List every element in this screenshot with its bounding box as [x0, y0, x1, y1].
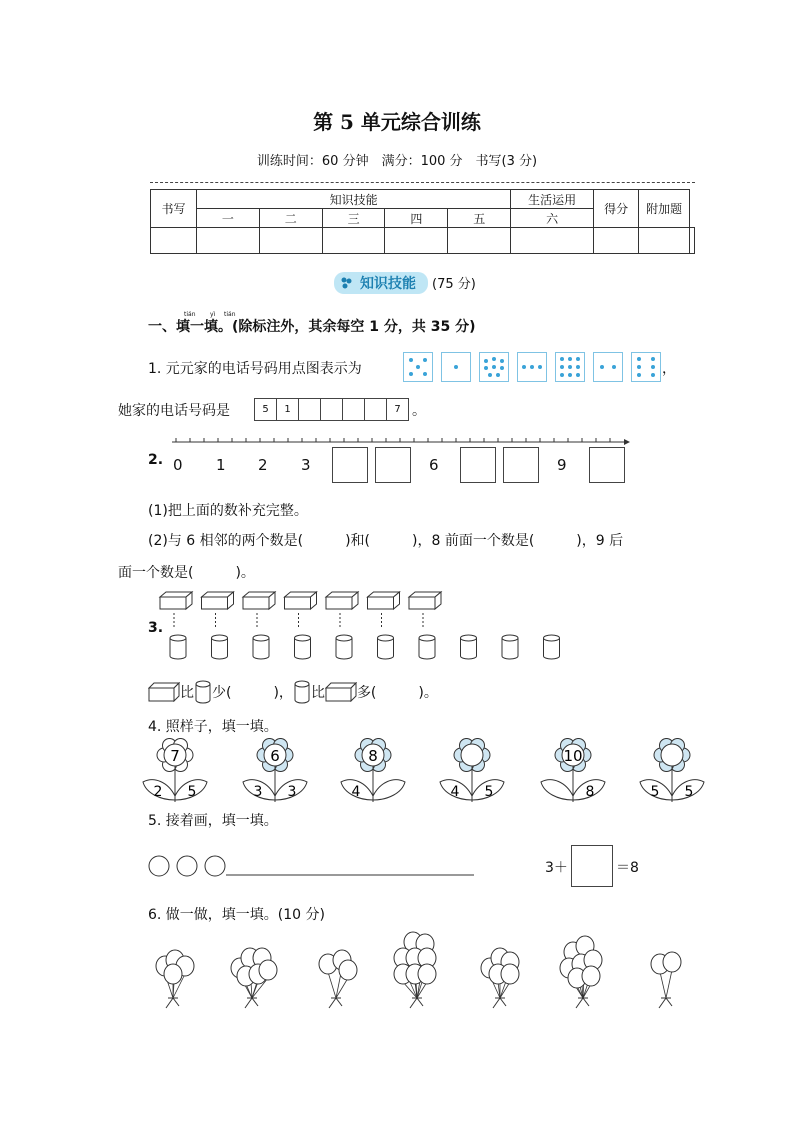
- section-one-title: [148, 311, 476, 336]
- score-cell[interactable]: [259, 228, 322, 254]
- banner-label: 知识技能: [360, 276, 416, 292]
- q6-text: 6. 做一做，填一填。(10 分): [148, 907, 325, 923]
- col-header: 六: [511, 209, 594, 228]
- dot-box: [593, 352, 623, 382]
- flower-right-number: 3: [287, 784, 297, 800]
- dot: [651, 365, 655, 369]
- dot-box: [555, 352, 585, 382]
- dot: [530, 365, 534, 369]
- shuxie-header: 书写: [151, 190, 197, 228]
- dot: [576, 365, 580, 369]
- dot-box: [631, 352, 661, 382]
- cube: [202, 592, 234, 627]
- q3-answer-line: [148, 680, 438, 704]
- dot-box: [479, 352, 509, 382]
- flower-left-number: 3: [253, 784, 263, 800]
- cube: [285, 592, 317, 627]
- q1-text: 1. 元元家的电话号码用点图表示为: [148, 361, 362, 377]
- q3-text: 少( )，: [212, 685, 293, 701]
- flower-left-number: 4: [351, 784, 361, 800]
- dot: [492, 357, 496, 361]
- cube-icon: [325, 682, 357, 702]
- dot: [423, 372, 427, 376]
- q3-text: 比: [180, 685, 194, 701]
- number-answer-box[interactable]: [589, 447, 625, 483]
- dot: [500, 366, 504, 370]
- cube: [160, 592, 192, 627]
- zhishi-header: 知识技能: [197, 190, 511, 209]
- dot-box: [441, 352, 471, 382]
- number-answer-box[interactable]: [375, 447, 411, 483]
- flower: [140, 738, 210, 804]
- digit-box[interactable]: 5: [254, 398, 277, 421]
- q5-eq-b: ＝8: [616, 860, 639, 876]
- score-cell[interactable]: [594, 228, 639, 254]
- dot: [560, 365, 564, 369]
- flower-right-number: 8: [585, 784, 595, 800]
- dot: [560, 357, 564, 361]
- balloon-bunch: [212, 922, 292, 1012]
- dot-box: [403, 352, 433, 382]
- score-cell[interactable]: [690, 228, 695, 254]
- dot: [484, 359, 488, 363]
- dot: [454, 365, 458, 369]
- page-title: 第 5 单元综合训练: [313, 110, 481, 134]
- score-cell[interactable]: [639, 228, 690, 254]
- cylinder: [378, 635, 394, 659]
- col-header: 二: [259, 209, 322, 228]
- score-table: [150, 189, 695, 254]
- cylinder-icon: [293, 680, 311, 704]
- number-label: 2: [258, 456, 268, 474]
- pinyin: yì: [210, 311, 216, 318]
- pinyin: tián: [224, 311, 236, 318]
- flower: [338, 738, 408, 804]
- dot: [496, 373, 500, 377]
- dot: [651, 357, 655, 361]
- q4-text: 4. 照样子，填一填。: [148, 719, 278, 735]
- cylinder: [336, 635, 352, 659]
- score-cell[interactable]: [322, 228, 385, 254]
- divider: [150, 182, 695, 183]
- dot: [560, 373, 564, 377]
- dot: [568, 373, 572, 377]
- q5-eq-a: 3＋: [545, 860, 568, 876]
- dot: [492, 365, 496, 369]
- q2-sub1: (1)把上面的数补充完整。: [148, 503, 308, 519]
- defen-header: 得分: [594, 190, 639, 228]
- banner-score: (75 分): [432, 277, 476, 292]
- flower-left-number: 4: [450, 784, 460, 800]
- number-answer-box[interactable]: [460, 447, 496, 483]
- col-header: 五: [448, 209, 511, 228]
- digit-box[interactable]: [320, 398, 343, 421]
- cube: [243, 592, 275, 627]
- number-answer-box[interactable]: [503, 447, 539, 483]
- dot: [612, 365, 616, 369]
- q5-answer-box[interactable]: [571, 845, 613, 887]
- q3-number: 3.: [148, 620, 164, 636]
- dot: [576, 357, 580, 361]
- q2-sub2b: 面一个数是( )。: [118, 565, 255, 581]
- flower-top-number: 7: [170, 747, 180, 765]
- q3-text: 比: [310, 685, 325, 701]
- flower: [437, 738, 507, 804]
- q2-sub2: (2)与 6 相邻的两个数是( )和( )，8 前面一个数是( )，9 后: [148, 533, 624, 549]
- balloon-bunch: [296, 922, 376, 1012]
- cylinder: [212, 635, 228, 659]
- q2-number: 2.: [148, 452, 164, 468]
- cylinder: [295, 635, 311, 659]
- digit-box[interactable]: [298, 398, 321, 421]
- dot: [651, 373, 655, 377]
- dot: [538, 365, 542, 369]
- digit-box[interactable]: 1: [276, 398, 299, 421]
- flower-right-number: 5: [684, 784, 694, 800]
- clover-icon: [340, 277, 352, 289]
- cylinder: [419, 635, 435, 659]
- col-header: 四: [385, 209, 448, 228]
- cube: [326, 592, 358, 627]
- q1-comma: ，: [662, 361, 676, 377]
- flower-right-number: 5: [187, 784, 197, 800]
- balloon-bunch: [133, 922, 213, 1012]
- section-banner: [334, 272, 476, 292]
- flower: [240, 738, 310, 804]
- pinyin: tián: [184, 311, 196, 318]
- flower-left-number: 2: [153, 784, 163, 800]
- dot: [637, 365, 641, 369]
- q1-line2: 她家的电话号码是: [118, 403, 230, 419]
- dot: [409, 358, 413, 362]
- exam-info: 训练时间：60 分钟 满分：100 分 书写(3 分): [256, 154, 538, 169]
- balloon-bunch: [543, 922, 623, 1012]
- score-cell[interactable]: [385, 228, 448, 254]
- cylinder: [461, 635, 477, 659]
- cylinder: [170, 635, 186, 659]
- balloon-bunch: [460, 922, 540, 1012]
- dot: [484, 366, 488, 370]
- dot: [600, 365, 604, 369]
- dot: [522, 365, 526, 369]
- number-label: 3: [301, 456, 311, 474]
- dot: [568, 357, 572, 361]
- flower-top-number: 6: [270, 747, 280, 765]
- dot-box: [517, 352, 547, 382]
- flower-left-number: 5: [650, 784, 660, 800]
- q1-period: 。: [412, 403, 426, 419]
- dot: [488, 373, 492, 377]
- cylinder: [253, 635, 269, 659]
- dot: [637, 357, 641, 361]
- score-cell[interactable]: [151, 228, 197, 254]
- cube: [368, 592, 400, 627]
- cube: [409, 592, 441, 627]
- dot: [416, 365, 420, 369]
- balloon-bunch: [377, 922, 457, 1012]
- cylinder-icon: [194, 680, 212, 704]
- flower: [637, 738, 707, 804]
- number-label: 6: [429, 456, 439, 474]
- cube-icon: [148, 682, 180, 702]
- flower-top-number: 8: [368, 747, 378, 765]
- flower-top-number: 10: [563, 747, 583, 765]
- cylinder: [502, 635, 518, 659]
- digit-box[interactable]: [364, 398, 387, 421]
- digit-box[interactable]: 7: [386, 398, 409, 421]
- score-cell[interactable]: [197, 228, 260, 254]
- digit-box[interactable]: [342, 398, 365, 421]
- number-label: 9: [557, 456, 567, 474]
- cylinder: [544, 635, 560, 659]
- q3-text: 多( )。: [356, 685, 438, 701]
- dot: [568, 365, 572, 369]
- score-cell[interactable]: [511, 228, 594, 254]
- shenghuo-header: 生活运用: [511, 190, 594, 209]
- dot: [500, 359, 504, 363]
- balloon-bunch: [626, 922, 706, 1012]
- dot: [637, 373, 641, 377]
- section-one-label: 一、填一填。(除标注外，其余每空 1 分，共 35 分): [148, 319, 476, 335]
- number-label: 1: [216, 456, 226, 474]
- col-header: 三: [322, 209, 385, 228]
- circle-row: [148, 855, 478, 879]
- flower: [538, 738, 608, 804]
- q5-text: 5. 接着画，填一填。: [148, 813, 278, 829]
- score-cell[interactable]: [448, 228, 511, 254]
- dot: [576, 373, 580, 377]
- number-answer-box[interactable]: [332, 447, 368, 483]
- phone-number-boxes: [254, 398, 408, 421]
- number-label: 0: [173, 456, 183, 474]
- col-header: 一: [197, 209, 260, 228]
- flower-right-number: 5: [484, 784, 494, 800]
- fujia-header: 附加题: [639, 190, 690, 228]
- dot: [409, 372, 413, 376]
- dot: [423, 358, 427, 362]
